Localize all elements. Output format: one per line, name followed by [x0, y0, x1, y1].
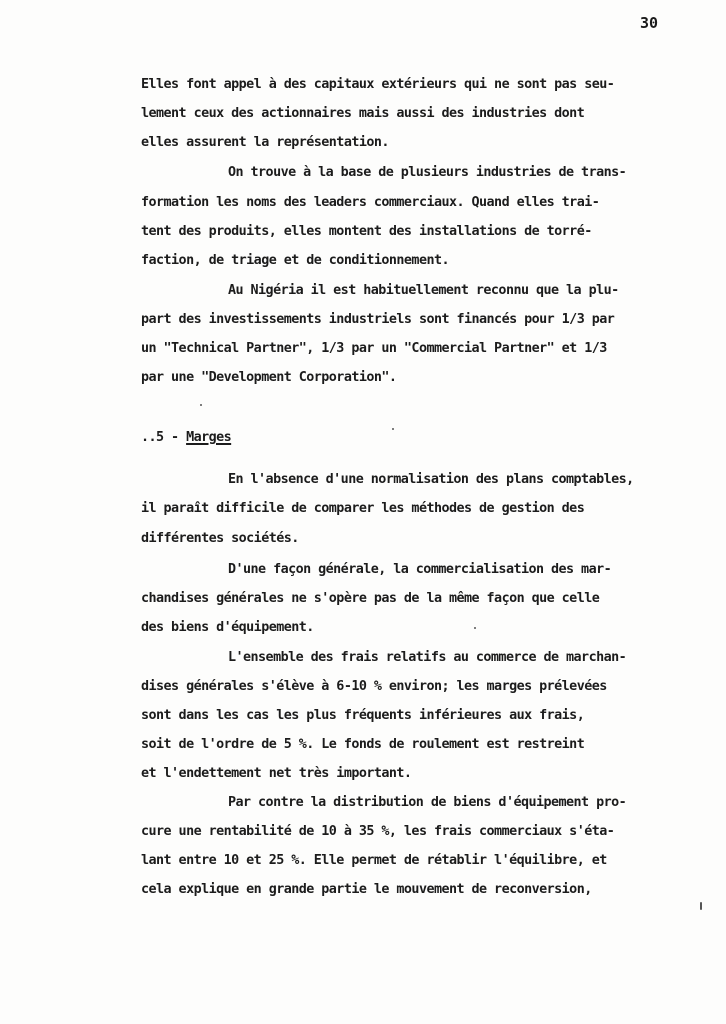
text-line: lant entre 10 et 25 %. Elle permet de rétablir l'équilibre, et — [141, 853, 607, 868]
text-line: il paraît difficile de comparer les méthodes de gestion des — [141, 501, 585, 516]
text-line: Elles font appel à des capitaux extérieurs qui ne sont pas seu- — [141, 77, 615, 92]
text-line: elles assurent la représentation. — [141, 135, 389, 150]
text-line: L'ensemble des frais relatifs au commerce de marchan- — [228, 650, 627, 665]
text-line: cela explique en grande partie le mouvement de reconversion, — [141, 882, 592, 897]
text-line: En l'absence d'une normalisation des plans comptables, — [228, 472, 634, 487]
scan-speck — [700, 902, 702, 910]
text-line: par une "Development Corporation". — [141, 370, 397, 385]
text-line: chandises générales ne s'opère pas de la même façon que celle — [141, 591, 600, 606]
text-line: et l'endettement net très important. — [141, 766, 412, 781]
text-line: des biens d'équipement. — [141, 620, 314, 635]
text-line: soit de l'ordre de 5 %. Le fonds de roulement est restreint — [141, 737, 585, 752]
scan-speck — [200, 404, 202, 406]
text-line: faction, de triage et de conditionnement. — [141, 253, 449, 268]
scan-speck — [392, 428, 394, 430]
scan-speck — [474, 627, 476, 629]
text-line: part des investissements industriels sont financés pour 1/3 par — [141, 312, 615, 327]
text-line: On trouve à la base de plusieurs industries de trans- — [228, 165, 627, 180]
text-line: D'une façon générale, la commercialisation des mar- — [228, 562, 612, 577]
text-line: Par contre la distribution de biens d'équipement pro- — [228, 795, 627, 810]
text-line: lement ceux des actionnaires mais aussi des industries dont — [141, 106, 585, 121]
section-number: ..5 - — [141, 430, 179, 445]
text-line: un "Technical Partner", 1/3 par un "Commercial Partner" et 1/3 — [141, 341, 607, 356]
text-line: sont dans les cas les plus fréquents inférieures aux frais, — [141, 708, 585, 723]
text-line: différentes sociétés. — [141, 531, 299, 546]
text-line: dises générales s'élève à 6-10 % environ; les marges prélevées — [141, 679, 607, 694]
text-line: Au Nigéria il est habituellement reconnu que la plu- — [228, 283, 619, 298]
section-title: Marges — [186, 430, 232, 445]
page-number: 30 — [640, 14, 659, 32]
text-line: tent des produits, elles montent des installations de torré- — [141, 224, 592, 239]
text-line: cure une rentabilité de 10 à 35 %, les frais commerciaux s'éta- — [141, 824, 615, 839]
section-heading — [141, 429, 231, 447]
text-line: formation les noms des leaders commerciaux. Quand elles trai- — [141, 195, 600, 210]
